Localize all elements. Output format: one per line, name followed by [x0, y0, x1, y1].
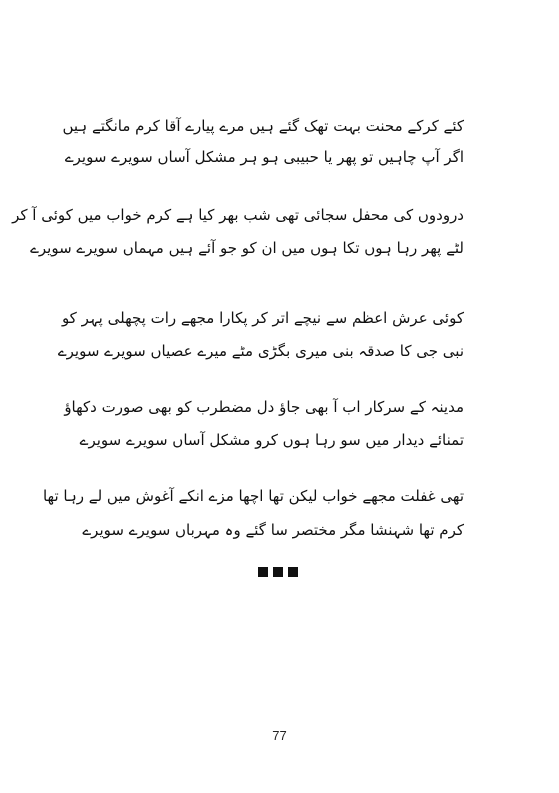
verse-line: تھی غفلت مجھے خواب لیکن تھا اچھا مزے انکے آغوش میں لے رہا تھا [42, 487, 464, 505]
verse-line: کئے کرکے محنت بہت تھک گئے ہیں مرے پیارے آقا کرم مانگتے ہیں [62, 117, 464, 135]
verse-line: درودوں کی محفل سجائی تھی شب بھر کیا ہے کرم خواب میں کوئی آ کر [12, 206, 464, 224]
verse-line: نبی جی کا صدقہ بنی میری بگڑی مٹے میرے عصیاں سویرے سویرے [57, 342, 464, 360]
verse-line: لٹے پھر رہا ہوں تکا ہوں میں ان کو جو آئے ہیں مہماں سویرے سویرے [30, 239, 464, 257]
verse-line: مدینہ کے سرکار اب آ بھی جاؤ دل مضطرب کو بھی صورت دکھاؤ [64, 398, 464, 416]
separator-square [273, 567, 283, 577]
separator-square [288, 567, 298, 577]
verse-line: کوئی عرش اعظم سے نیچے اتر کر پکارا مجھے رات پچھلی پہر کو [61, 309, 464, 327]
separator-square [258, 567, 268, 577]
verse-line: کرم تھا شہنشا مگر مختصر سا گئے وہ مہرباں سویرے سویرے [82, 521, 464, 539]
verse-line: تمنائے دیدار میں سو رہا ہوں کرو مشکل آساں سویرے سویرے [79, 431, 464, 449]
section-separator [258, 567, 298, 577]
verse-line: اگر آپ چاہیں تو پھر یا حبیبی ہو ہر مشکل آساں سویرے سویرے [64, 148, 464, 166]
page-number: 77 [272, 728, 287, 743]
